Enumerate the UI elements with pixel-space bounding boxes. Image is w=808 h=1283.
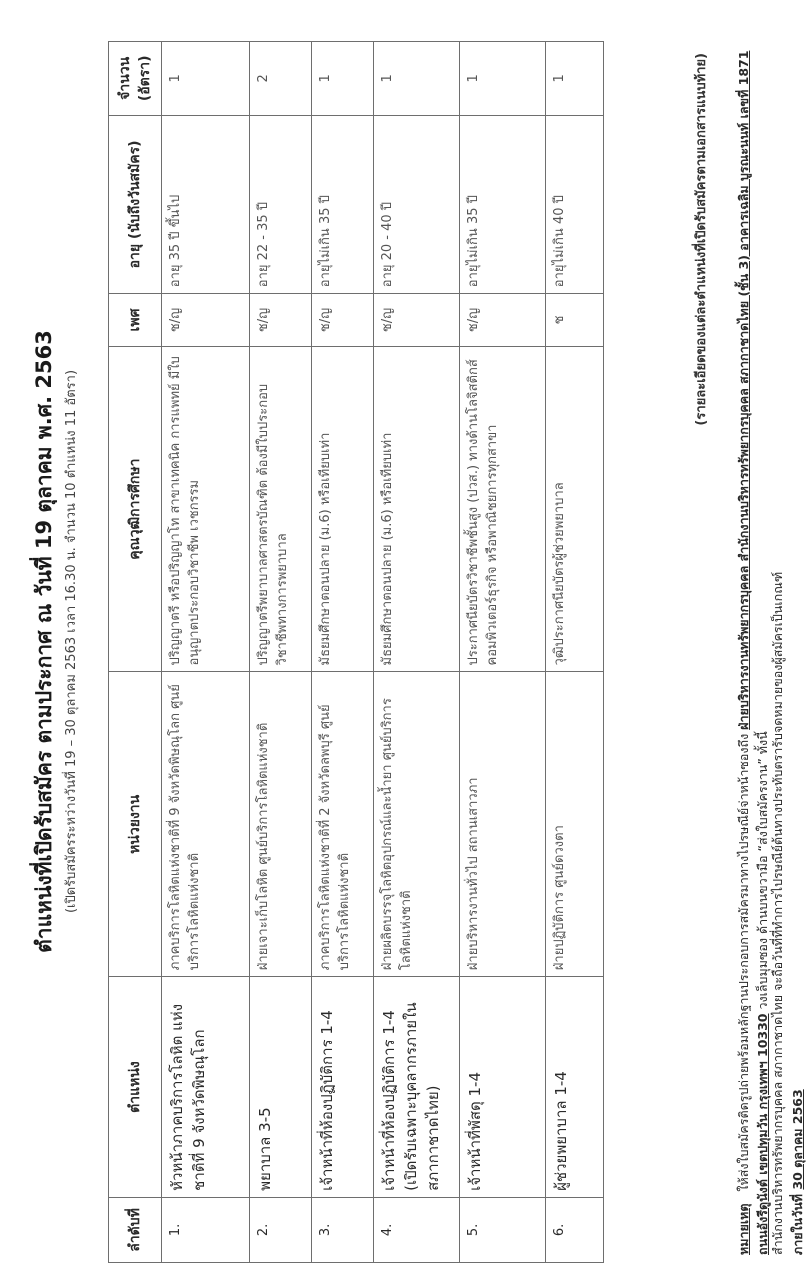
deadline-line — [788, 1089, 808, 1255]
row-no: 6. — [546, 1197, 604, 1262]
header-unit: หน่วยงาน — [109, 672, 162, 977]
row-position: หัวหน้าภาคบริการโลหิต แห่งชาติที่ 9 จังหวัดพิษณุโลก — [162, 977, 250, 1198]
deadline-date: 30 ตุลาคม 2563 — [790, 1089, 805, 1190]
row-sex: ช/ญ — [460, 294, 546, 347]
document-title: ตำแหน่งที่เปิดรับสมัคร ตามประกาศ ณ วันที่ 19 ตุลาคม พ.ศ. 2563 — [32, 330, 56, 953]
row-position: เจ้าหน้าที่ห้องปฏิบัติการ 1-4 (เปิดรับเฉพาะบุคลากรภายใน สภากาชาดไทย) — [374, 977, 460, 1198]
table-row — [250, 42, 312, 1263]
header-no: ลำดับที่ — [109, 1197, 162, 1262]
row-count: 2 — [250, 42, 312, 116]
header-qualification: คุณวุฒิการศึกษา — [109, 346, 162, 672]
remark-paragraph — [734, 45, 773, 1255]
row-age: อายุ 20 - 40 ปี — [374, 115, 460, 294]
table-row — [374, 42, 460, 1263]
table-row — [312, 42, 374, 1263]
row-sex: ช/ญ — [250, 294, 312, 347]
row-sex: ช/ญ — [374, 294, 460, 347]
header-sex: เพศ — [109, 294, 162, 347]
row-unit: ภาคบริการโลหิตแห่งชาติที่ 2 จังหวัดลพบุรี ศูนย์บริการโลหิตแห่งชาติ — [312, 672, 374, 977]
row-unit: ฝ่ายปฏิบัติการ ศูนย์ดวงตา — [546, 672, 604, 977]
row-no: 3. — [312, 1197, 374, 1262]
document-subtitle: (เปิดรับสมัครระหว่างวันที่ 19 – 30 ตุลาคม 2563 เวลา 16.30 น. จำนวน 10 ตำแหน่ง 11 อัตรา) — [64, 369, 79, 914]
remark-address: ฝ่ายบริหารงานทรัพยากรบุคคล สำนักงานบริหารทรัพยากรบุคคล สภากาชาดไทย (ชั้น 3) อาคารเฉลิม บูรณะนนท์ เลขที่ 1871 ถนนอังรีดูนังต์ เขตปทุมวัน กรุงเทพฯ 10330 — [736, 50, 771, 1255]
row-count: 1 — [460, 42, 546, 116]
row-no: 1. — [162, 1197, 250, 1262]
row-qualification: ปริญญาตรีพยาบาลศาสตรบัณฑิต ต้องมีใบประกอบวิชาชีพทางการพยาบาล — [250, 346, 312, 672]
row-qualification: มัธยมศึกษาตอนปลาย (ม.6) หรือเทียบเท่า — [312, 346, 374, 672]
header-position: ตำแหน่ง — [109, 977, 162, 1198]
row-age: อายุไม่เกิน 35 ปี — [312, 115, 374, 294]
positions-table — [108, 41, 604, 1263]
deadline-label: ภายในวันที่ — [790, 1193, 805, 1255]
row-sex: ช — [546, 294, 604, 347]
row-age: อายุ 22 - 35 ปี — [250, 115, 312, 294]
remark-text-a: ให้ส่งใบสมัครติดรูปถ่ายพร้อมหลักฐานประกอบการสมัครมาทางไปรษณีย์จ่าหน้าซองถึง — [736, 733, 751, 1192]
row-age: อายุไม่เกิน 40 ปี — [546, 115, 604, 294]
table-row — [546, 42, 604, 1263]
row-no: 5. — [460, 1197, 546, 1262]
row-position: ผู้ช่วยพยาบาล 1-4 — [546, 977, 604, 1198]
row-position: เจ้าหน้าที่พัสดุ 1-4 — [460, 977, 546, 1198]
remark-text-c: วงเล็บมุมซอง ด้านบนขวามือ “ส่งใบสมัครงาน” ทั้งนี้ — [755, 731, 771, 1010]
row-count: 1 — [546, 42, 604, 116]
row-count: 1 — [162, 42, 250, 116]
row-qualification: วุฒิประกาศนียบัตรผู้ช่วยพยาบาล — [546, 346, 604, 672]
remark-line2: สำนักงานบริหารทรัพยากรบุคคล สภากาชาดไทย จะถือวันที่ที่ทำการไปรษณีย์ต้นทางประทับตรารับจดหมายของผู้สมัครเป็นเกณฑ์ — [770, 571, 785, 1255]
row-unit: ฝ่ายผลิตบรรจุโลหิตอุปกรณ์และน้ำยา ศูนย์บริการโลหิตแห่งชาติ — [374, 672, 460, 977]
row-count: 1 — [312, 42, 374, 116]
row-age: อายุไม่เกิน 35 ปี — [460, 115, 546, 294]
table-row — [162, 42, 250, 1263]
remark-label: หมายเหตุ — [736, 1203, 751, 1255]
row-qualification: ปริญญาตรี หรือปริญญาโท สาขาเทคนิค การแพทย์ มีใบอนุญาตประกอบวิชาชีพ เวชกรรม — [162, 346, 250, 672]
row-qualification: มัธยมศึกษาตอนปลาย (ม.6) หรือเทียบเท่า — [374, 346, 460, 672]
table-header-row — [109, 42, 162, 1263]
row-qualification: ประกาศนียบัตรวิชาชีพชั้นสูง (ปวส.) ทางด้านโลจิสติกส์ คอมพิวเตอร์ธุรกิจ หรือพาณิชยการทุกสาขา — [460, 346, 546, 672]
table-row — [460, 42, 546, 1263]
row-sex: ช/ญ — [312, 294, 374, 347]
row-count: 1 — [374, 42, 460, 116]
row-age: อายุ 35 ปี ขึ้นไป — [162, 115, 250, 294]
detail-note: (รายละเอียดของแต่ละตำแหน่งที่เปิดรับสมัครตามเอกสารแนบท้าย) — [694, 53, 709, 426]
header-age: อายุ (นับถึงวันสมัคร) — [109, 115, 162, 294]
row-position: เจ้าหน้าที่ห้องปฏิบัติการ 1-4 — [312, 977, 374, 1198]
row-unit: ฝ่ายเจาะเก็บโลหิต ศูนย์บริการโลหิตแห่งชาติ — [250, 672, 312, 977]
row-unit: ภาคบริการโลหิตแห่งชาติที่ 9 จังหวัดพิษณุโลก ศูนย์บริการโลหิตแห่งชาติ — [162, 672, 250, 977]
header-count: จำนวน (อัตรา) — [109, 42, 162, 116]
row-unit: ฝ่ายบริหารงานทั่วไป สถานเสาวภา — [460, 672, 546, 977]
row-position: พยาบาล 3-5 — [250, 977, 312, 1198]
row-no: 2. — [250, 1197, 312, 1262]
row-sex: ช/ญ — [162, 294, 250, 347]
row-no: 4. — [374, 1197, 460, 1262]
